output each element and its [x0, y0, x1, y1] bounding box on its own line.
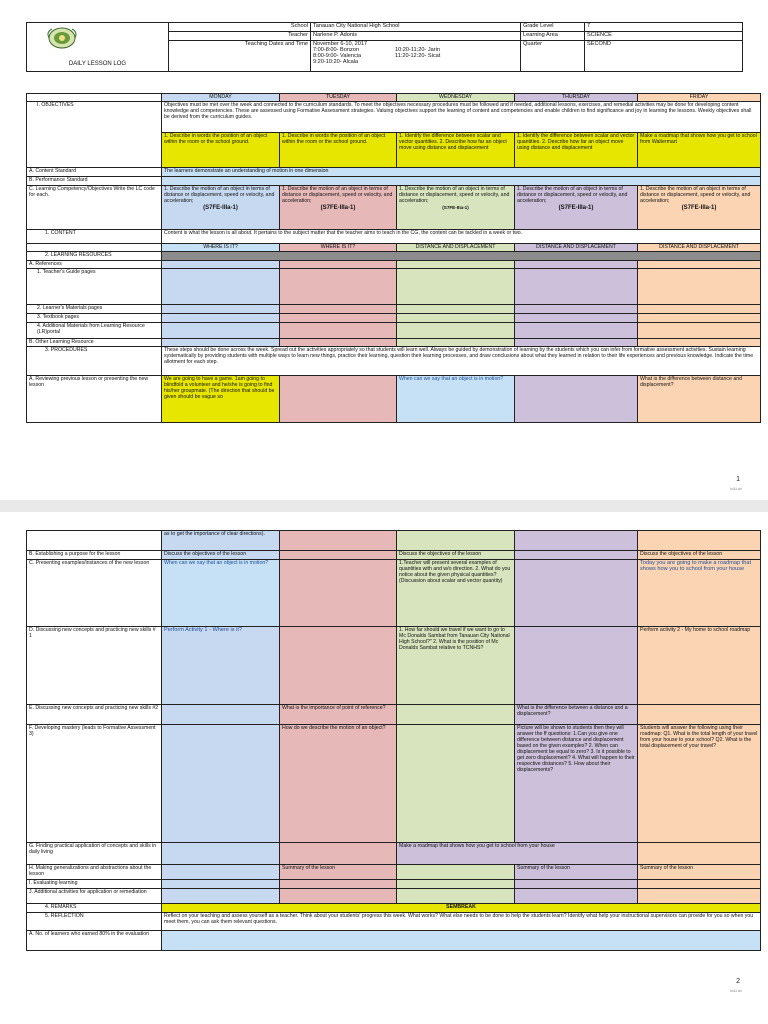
competency-text: 1. Describe the motion of an object in terms of distance or displacement, speed or velocity, and acceleration; [399, 186, 510, 204]
lesson-table-p1 [26, 93, 761, 423]
generalization-tuesday: Summary of the lesson [280, 865, 397, 880]
grade-label: Grade Level [521, 23, 585, 32]
dates-text: November 6-10, 2017 [313, 41, 368, 47]
objectives-label: I. OBJECTIVES [27, 102, 162, 168]
generalization-friday: Summary of the lesson [638, 865, 761, 880]
objectives-text: Objectives must be met over the week and connected to the curriculum standards. To meet the objectives necessary procedures must be followed and if needed, additional lessons, exercises, and remedial activities may be done for developing content knowledge and competencies. These are assessed using Formative Assessment strategies. Valuing objectives support the learning of content and competencies and enable children to find significance and joy in learning the lessons. Weekly objectives shall be derived from the curriculum guides. [162, 102, 761, 133]
competency-tuesday [280, 186, 397, 230]
dates-value [311, 41, 521, 72]
content-thursday: DISTANCE AND DISPLACEMENT [515, 244, 638, 252]
school-label: School [169, 23, 311, 32]
other-resource-label: B. Other Learning Resource [27, 339, 162, 347]
concepts1-friday: Perform activity 2 - My home to school roadmap [638, 627, 761, 705]
page-2 [0, 512, 768, 1024]
page-gap [0, 500, 768, 512]
page-number-2: 2 [736, 978, 740, 985]
review-friday: What is the difference between distance and displacement? [638, 376, 761, 423]
blank-cell [27, 244, 162, 252]
sched-2: 8:00-9:00- Valencia [313, 53, 362, 59]
lesson-table-p2 [26, 530, 761, 951]
page-1 [0, 0, 768, 500]
lc-code: (S7FE-IIIa-1) [681, 205, 717, 211]
purpose-label: B. Establishing a purpose for the lesson [27, 551, 162, 560]
lc-code: (S7FE-IIIa-1) [203, 205, 238, 211]
evaluating-label: I. Evaluating learning [27, 880, 162, 889]
lr-portal-label: 4. Additional Materials from Learning Resource (LR)portal [27, 323, 162, 339]
school-value: Tanauan City National High School [311, 23, 521, 32]
content-wednesday: DISTANCE AND DISPLACEMENT [397, 244, 515, 252]
examples-label: C. Presenting examples/instances of the new lesson [27, 560, 162, 627]
examples-monday: When can we say that an object is in motion? [162, 560, 280, 627]
sched-1: 7:00-8:00- Bonzon [313, 47, 360, 53]
corner-cell [27, 94, 162, 102]
review-wednesday: When can we say that an object is in motion? [397, 376, 515, 423]
doc-title: DAILY LESSON LOG [27, 23, 169, 72]
application-wed-thu: Make a roadmap that shows how you get to school from your house [397, 843, 638, 865]
content-monday: WHERE IS IT? [162, 244, 280, 252]
objective-thursday: 1. Identify the difference between scalar and vector quantities. 2. Describe how far an object move using distance and displacement [515, 133, 638, 168]
competency-label: C. Learning Competency/Objectives Write the LC code for each. [27, 186, 162, 230]
competency-text: 1. Describe the motion of an object in terms of distance or displacement, speed or velocity, and acceleration; [282, 186, 393, 204]
page-number-1: 1 [736, 476, 740, 483]
objective-tuesday: 1. Describe in words the position of an object within the room or the school ground. [280, 133, 397, 168]
review-cont-monday: as to get the importance of clear directions). [162, 531, 280, 551]
reflection-text: Reflect on your teaching and assess yourself as a teacher. Think about your students' progress this week. What works? What else needs to be done to help the students learn? Identify what help your instructional supervisors can provide for you so when you meet them, you can ask them relevant questions. [162, 913, 761, 931]
quarter-label: Quarter [521, 41, 585, 72]
mastery-friday: Students will answer the following using their roadmap: Q1. What is the total length of your travel from your house to your school? Q2. What is the total displacement of your travel? [638, 725, 761, 843]
competency-text: 1. Describe the motion of an object in terms of distance or displacement, speed or velocity, and acceleration; [164, 186, 275, 204]
resources-bar [162, 252, 761, 261]
references-label: A. References [27, 261, 162, 269]
performance-standard-label: B. Performance Standard [27, 177, 162, 186]
objective-friday: Make a roadmap that shows how you get to school from Waltermart [638, 133, 761, 168]
sched-3: 9:20-10:20- Alcala [313, 59, 359, 65]
concepts2-label: E. Discussing new concepts and practicing new skills #2 [27, 705, 162, 725]
content-label: 1. CONTENT [27, 230, 162, 244]
competency-text: 1. Describe the motion of an object in terms of distance or displacement, speed or velocity, and acceleration; [640, 186, 751, 204]
grade-value: 7 [585, 23, 743, 32]
quarter-value: SECOND [585, 41, 743, 72]
header-table [26, 22, 743, 72]
dates-label: Teaching Dates and Time [169, 41, 311, 72]
objective-wednesday: 1. Identify the difference between scalar and vector quantities. 2. Describe how far an object move using distance and displacement [397, 133, 515, 168]
lc-code: (S7FE-IIIa-1) [320, 205, 356, 211]
remarks-text: SEMBREAK [162, 904, 761, 913]
mastery-label: F. Developing mastery (leads to Formative Assessment 3) [27, 725, 162, 843]
lc-code: (S7FE-IIIa-1) [442, 205, 469, 210]
teacher-label: Teacher [169, 32, 311, 41]
day-header-friday: FRIDAY [638, 94, 761, 102]
sched-5: 11:20-12:20- Sicat [395, 53, 441, 59]
competency-thursday [515, 186, 638, 230]
reflection-label: 5. REFLECTION [27, 913, 162, 931]
content-standard-label: A. Content Standard [27, 168, 162, 177]
competency-monday [162, 186, 280, 230]
examples-wednesday: 1.Teacher will present several examples of quantities with and w/o direction. 2. What do you notice about the given physical quantities? (Discussion about scalar and vector quantity) [397, 560, 515, 627]
purpose-friday: Discuss the objectives of the lesson [638, 551, 761, 560]
generalization-label: H. Making generalizations and abstractions about the lesson [27, 865, 162, 880]
review-monday: We are going to have a game. 1am going to blindfold a volunteer and he/she is going to find his/her groupmate. (The direction that should be given should be vague so [162, 376, 280, 423]
performance-standard-text [162, 177, 761, 186]
lc-code: (S7FE-IIIa-1) [558, 205, 594, 211]
schedule [313, 47, 518, 65]
review-tuesday [280, 376, 397, 423]
day-header-tuesday: TUESDAY [280, 94, 397, 102]
sched-4: 10:20-11:20- Jarin [395, 47, 440, 53]
content-tuesday: WHERE IS IT? [280, 244, 397, 252]
day-header-wednesday: WEDNESDAY [397, 94, 515, 102]
concepts1-monday: Perform Activity 1 - Where is it? [162, 627, 280, 705]
procedures-label: 3. PROCEDURES [27, 347, 162, 376]
resources-label: 2. LEARNING RESOURCES [27, 252, 162, 261]
day-header-thursday: THURSDAY [515, 94, 638, 102]
content-text: Content is what the lesson is all about. It pertains to the subject matter that the teacher aims to teach in the CG, the content can be tackled in a week or two. [162, 230, 761, 244]
application-label: G. Finding practical application of concepts and skills in daily living [27, 843, 162, 865]
lm-pages-label: 2. Learner's Materials pages [27, 305, 162, 314]
additional-label: J. Additional activities for application or remediation [27, 889, 162, 904]
area-label: Learning Area [521, 32, 585, 41]
competency-wednesday [397, 186, 515, 230]
review-thursday [515, 376, 638, 423]
concepts1-wednesday: 1. How far should we travel if we want to go to Mc Donalds Sambat from Tanauan City National High School?" 2. What is the position of Mc Donalds Sambat relative to TCNHS? [397, 627, 515, 705]
content-friday: DISTANCE AND DISPLACEMENT [638, 244, 761, 252]
learners80-label: A. No. of learners who earned 80% in the evaluation [27, 931, 162, 951]
procedures-text: These steps should be done across the week. Spread out the activities appropriately so that students will learn well. Always be guided by demonstration of learning by the students which you can infer from formative assessment activities. Sustain learning systematically by providing students with multiple ways to learn new things, practice their learning, question their learning processes, and draw conclusions about what they learned in relation to their life experiences and previous knowledge. Indicate the time allotment for each step. [162, 347, 761, 376]
concepts2-thursday: What is the difference between a distance and a displacement? [515, 705, 638, 725]
generalization-thursday: Summary of the lesson [515, 865, 638, 880]
competency-friday [638, 186, 761, 230]
examples-friday: Today you are going to make a roadmap that shows how you to school from your house [638, 560, 761, 627]
mastery-thursday: Picture will be shown to students then they will answer the ff questions: 1.Can you give one difference between distance and displacement based on the given examples? 2. When can displacement be equal to zero? 3. Is it possible to get zero displacement? 4. What will happen to their respective distances? 5. How about their displacements? [515, 725, 638, 843]
footer-mark-1: ic&i.dv [730, 486, 742, 491]
review-label: A. Reviewing previous lesson or presenting the new lesson [27, 376, 162, 423]
day-header-monday: MONDAY [162, 94, 280, 102]
purpose-monday: Discuss the objectives of the lesson [162, 551, 280, 560]
concepts2-tuesday: What is the importance of point of reference? [280, 705, 397, 725]
mastery-tuesday: How do we describe the motion of an object? [280, 725, 397, 843]
purpose-wednesday: Discuss the objectives of the lesson [397, 551, 515, 560]
tg-pages-label: 1. Teacher's Guide pages [27, 269, 162, 305]
content-standard-text: The learners demonstrate an understanding of motion in one dimension [162, 168, 761, 177]
concepts1-label: D. Discussing new concepts and practicing new skills # 1 [27, 627, 162, 705]
area-value: SCIENCE [585, 32, 743, 41]
footer-mark-2: ic&i.dv [730, 988, 742, 993]
teacher-value: Narlene P. Adonis [311, 32, 521, 41]
learners80-value [162, 931, 761, 951]
remarks-label: 4. REMARKS [27, 904, 162, 913]
objective-monday: 1. Describe in words the position of an object within the room or the school ground. [162, 133, 280, 168]
textbook-pages-label: 3. Textbook pages [27, 314, 162, 323]
competency-text: 1. Describe the motion of an object in terms of distance or displacement, speed or velocity, and acceleration; [517, 186, 628, 204]
